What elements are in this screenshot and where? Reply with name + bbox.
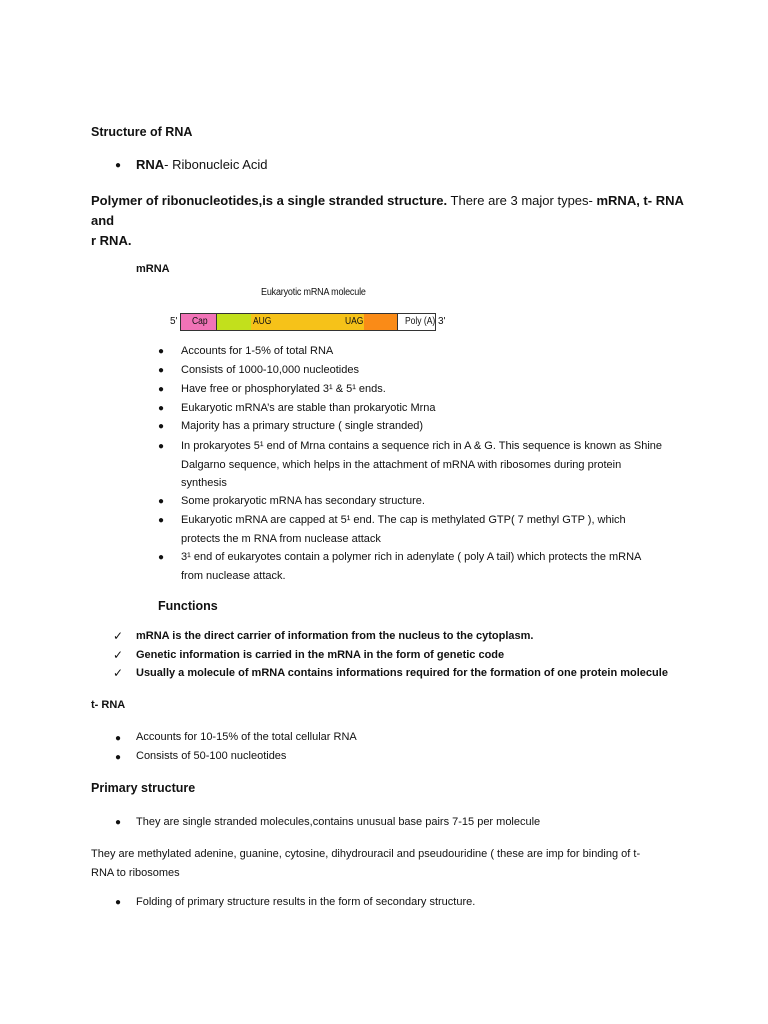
list-item: They are single stranded molecules,contains unusual base pairs 7-15 per molecule (136, 816, 541, 828)
functions-heading: Functions (158, 599, 218, 613)
list-item-line: In prokaryotes 5¹ end of Mrna contains a sequence rich in A & G. This sequence is known as Shine (181, 440, 663, 452)
bullet-icon: ● (158, 441, 165, 452)
checkmark-icon: ✓ (113, 666, 124, 680)
list-item: Majority has a primary structure ( single stranded) (181, 420, 424, 432)
paragraph-line: RNA to ribosomes (91, 866, 180, 879)
list-item: Consists of 1000-10,000 nucleotides (181, 364, 359, 376)
page-title: Structure of RNA (91, 125, 193, 139)
polymer-bold-2: mRNA, t- RNA and (91, 193, 684, 228)
polymer-bold-1: Polymer of ribonucleotides,is a single stranded structure. (91, 193, 448, 208)
list-item: Folding of primary structure results in the form of secondary structure. (136, 896, 476, 908)
list-item-line: Dalgarno sequence, which helps in the attachment of mRNA with ribosomes during protein (181, 458, 622, 471)
three-prime-label: 3' (438, 316, 446, 327)
aug-label: AUG (253, 316, 272, 327)
three-utr-segment (364, 313, 397, 331)
five-prime-label: 5' (170, 316, 178, 327)
list-item: Eukaryotic mRNA’s are stable than prokaryotic Mrna (181, 402, 436, 414)
primary-structure-heading: Primary structure (91, 781, 196, 795)
polymer-bold-3: r RNA. (91, 233, 132, 248)
polymer-paragraph (91, 191, 691, 251)
list-item (181, 437, 662, 493)
function-item: Usually a molecule of mRNA contains informations required for the formation of one protein molecule (136, 667, 668, 679)
bullet-icon: ● (115, 733, 122, 744)
rna-definition (136, 157, 268, 172)
bullet-icon: ● (158, 365, 165, 376)
list-item (181, 511, 626, 548)
bullet-icon: ● (115, 752, 122, 763)
list-item (181, 548, 641, 585)
polymer-text: There are 3 major types- (447, 193, 597, 208)
paragraph-line: They are methylated adenine, guanine, cytosine, dihydrouracil and pseudouridine ( these are imp for binding of t- (91, 848, 641, 860)
bullet-icon: ● (115, 160, 122, 171)
list-item: Accounts for 10-15% of the total cellular RNA (136, 731, 357, 743)
checkmark-icon: ✓ (113, 648, 124, 662)
mrna-label: mRNA (136, 263, 170, 275)
list-item: Some prokaryotic mRNA has secondary structure. (181, 495, 425, 507)
rna-term-rest: - Ribonucleic Acid (164, 157, 268, 172)
checkmark-icon: ✓ (113, 629, 124, 643)
list-item-line: protects the m RNA from nuclease attack (181, 532, 381, 545)
rna-term: RNA (136, 157, 165, 172)
bullet-icon: ● (158, 346, 165, 357)
list-item-line: Eukaryotic mRNA are capped at 5¹ end. The cap is methylated GTP( 7 methyl GTP ), which (181, 514, 626, 526)
list-item-line: 3¹ end of eukaryotes contain a polymer rich in adenylate ( poly A tail) which protects the mRNA (181, 551, 642, 563)
list-item: Consists of 50-100 nucleotides (136, 750, 287, 762)
bullet-icon: ● (115, 817, 122, 828)
bullet-icon: ● (158, 384, 165, 395)
cap-label: Cap (192, 316, 208, 327)
poly-a-label: Poly (A) (405, 316, 436, 327)
bullet-icon: ● (158, 421, 165, 432)
bullet-icon: ● (158, 496, 165, 507)
five-utr-segment (217, 313, 251, 331)
bullet-icon: ● (158, 515, 165, 526)
function-item: Genetic information is carried in the mRNA in the form of genetic code (136, 649, 505, 661)
list-item-line: from nuclease attack. (181, 569, 286, 582)
function-item: mRNA is the direct carrier of information from the nucleus to the cytoplasm. (136, 630, 534, 642)
methylated-paragraph (91, 845, 640, 882)
list-item: Accounts for 1-5% of total RNA (181, 345, 334, 357)
bullet-icon: ● (158, 552, 165, 563)
list-item-line: synthesis (181, 477, 227, 489)
trna-label: t- RNA (91, 699, 126, 711)
bullet-icon: ● (158, 403, 165, 414)
diagram-title: Eukaryotic mRNA molecule (261, 287, 366, 298)
uag-label: UAG (345, 316, 364, 327)
bullet-icon: ● (115, 897, 122, 908)
list-item: Have free or phosphorylated 3¹ & 5¹ ends. (181, 383, 386, 395)
